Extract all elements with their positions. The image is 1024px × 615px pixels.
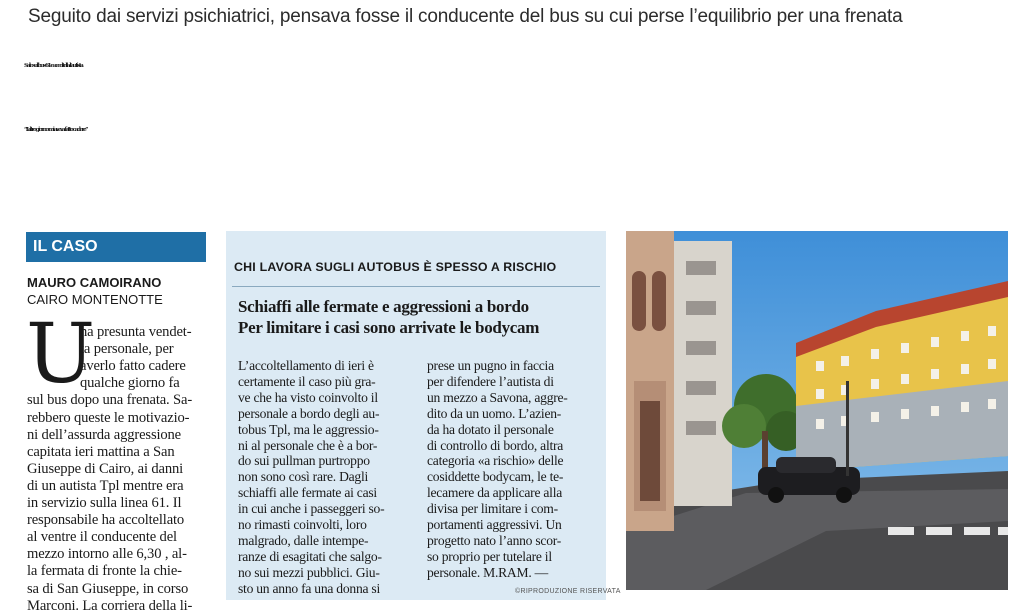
sidebar-col1-line: personale a bordo degli au- [238,405,380,421]
sidebar-col2-line: progetto nato l’anno scor- [427,532,562,548]
sidebar-col2-line: lecamere da applicare alla [427,485,562,501]
body-line: qualche giorno fa [80,375,180,392]
body-line: sul bus dopo una frenata. Sa- [27,392,193,409]
sidebar-col1-line: ve che ha visto coinvolto il [238,389,378,405]
sidebar-tag: CHI LAVORA SUGLI AUTOBUS È SPESSO A RISCHIO [234,260,557,274]
body-line: averlo fatto cadere [80,358,186,375]
copyright-credit: ©RIPRODUZIONE RISERVATA [515,588,621,595]
headline-line-2: “L’altro giorno mi aveva fatto cadere” [24,126,87,133]
sidebar-col1-line: no sui mezzi pubblici. Giu- [238,564,380,580]
sidebar-col1-line: non sono così rare. Dagli [238,469,369,485]
sidebar-col2-line: personale. M.RAM. — [427,564,548,580]
sidebar-col1-line: L’accoltellamento di ieri è [238,358,374,373]
dateline: CAIRO MONTENOTTE [27,292,163,307]
sidebar-col1-line: in cui anche i passeggeri so- [238,501,385,517]
sidebar-col1-line: certamente il caso più gra- [238,373,376,389]
body-line: ta personale, per [80,341,174,358]
sidebar-col2-line: divisa per limitare i com- [427,501,558,517]
body-line: Giuseppe di Cairo, ai danni [27,460,184,477]
article-kicker: Seguito dai servizi psichiatrici, pensava fosse il conducente del bus su cui perse l’equilibrio per una frenata [28,6,903,27]
sidebar-col2-line: un mezzo a Savona, aggre- [427,389,568,405]
section-tag: IL CASO [26,232,206,262]
street-photo [626,231,1008,590]
body-line: al ventre il conducente del [27,529,177,546]
sidebar-col1-line: do sui pullman purtroppo [238,453,370,469]
sidebar-col2-line: categoria «a rischio» delle [427,453,564,469]
sidebar-col2-line: prese un pugno in faccia [427,358,554,373]
body-line: capitata ieri mattina a San [27,443,175,460]
body-line: ni dell’assurda aggressione [27,426,182,443]
sidebar-col1-line: schiaffi alle fermate ai casi [238,485,377,501]
sidebar-col1-line: malgrado, dalle intempe- [238,532,369,548]
body-line: in servizio sulla linea 61. Il [27,495,182,511]
sidebar-col1-line: tobus Tpl, ma le aggressio- [238,421,379,437]
sidebar-col2-line: di controllo di bordo, altra [427,437,564,453]
body-line: Marconi. La corriera della li- [27,597,193,614]
sidebar-col2-line: per difendere l’autista di [427,373,554,389]
sidebar-title-line-2: Per limitare i casi sono arrivate le bodycam [238,318,540,337]
sidebar-col1-line: sto un anno fa una donna si [238,580,380,596]
drop-cap: U [26,307,96,402]
body-line: sa di San Giuseppe, in corso [27,580,189,597]
body-line: na presunta vendet- [80,324,192,340]
body-line: responsabile ha accoltellato [27,512,185,529]
sidebar-col2-line: cosiddette bodycam, le te- [427,469,564,485]
body-line: di un autista Tpl mentre era [27,477,184,494]
body-line: la fermata di fronte la chie- [27,563,182,580]
sidebar-col1-line: ranze di esagitati che salgo- [238,548,382,564]
body-line: rebbero queste le motivazio- [27,409,190,426]
sidebar-title-line-1: Schiaffi alle fermate e aggressioni a bordo [238,297,529,316]
photo-caption-strip [626,592,1008,600]
sidebar-col2-line: da ha dotato il personale [427,421,554,437]
sidebar-col2-line: portamenti aggressivi. Un [427,517,562,532]
body-line: mezzo intorno alle 6,30 , al- [27,546,187,563]
author-byline: MAURO CAMOIRANO [27,275,162,290]
headline-line-1: Sale sul bus 61 e accoltella l’autista [24,62,83,69]
sidebar-col2-line: dito da un uomo. L’azien- [427,405,562,421]
sidebar-divider [232,286,600,287]
sidebar-col1-line: no rimasti coinvolti, loro [238,517,367,532]
sidebar-col1-line: ni al personale che è a bor- [238,437,378,453]
sidebar-col2-line: so proprio per tutelare il [427,548,552,564]
